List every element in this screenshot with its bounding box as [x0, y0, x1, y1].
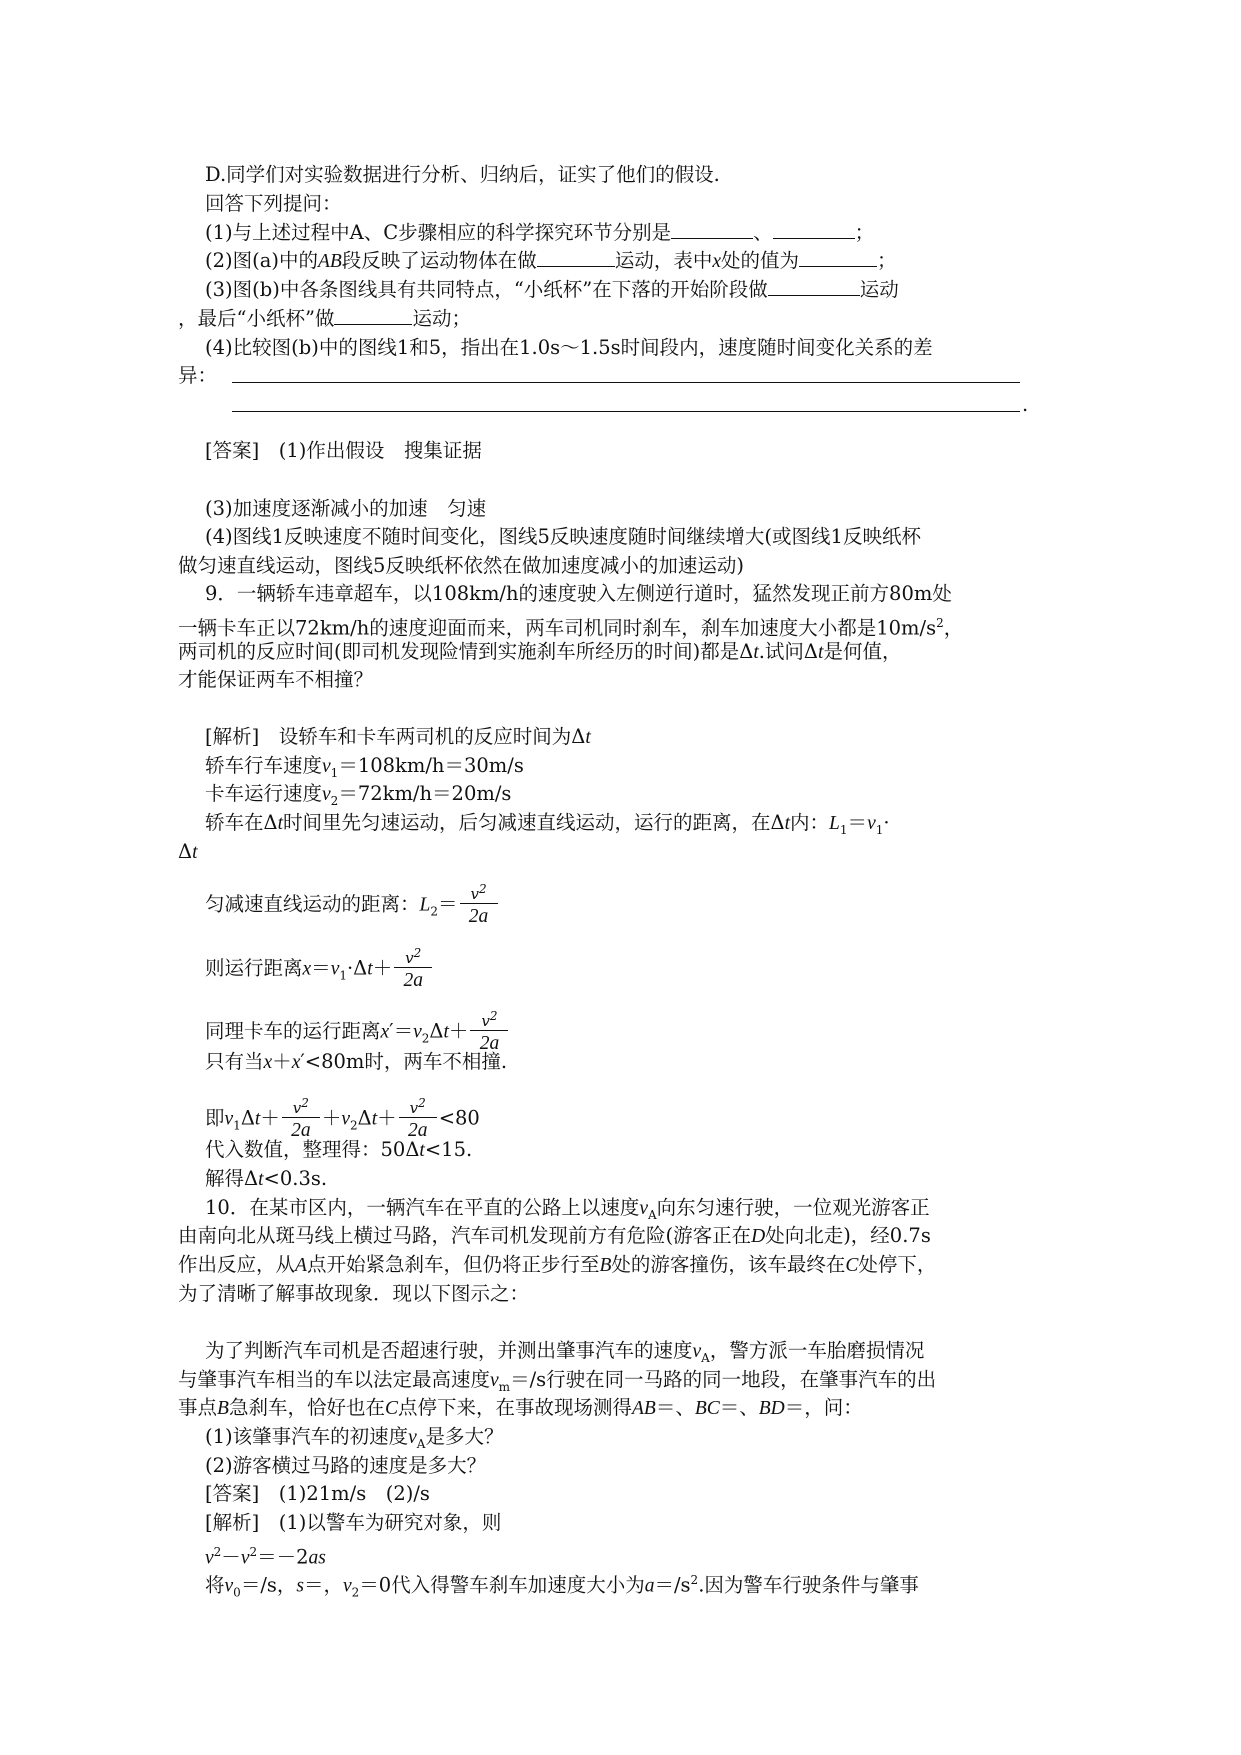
sub-question-2: (2)图(a)中的AB段反映了运动物体在做 运动，表中x处的值为 ；	[205, 246, 897, 277]
solution-11: 解得Δt<0.3s.	[205, 1167, 328, 1190]
answer-4-cont: 做匀速直线运动，图线5反映纸杯依然在做加速度减小的加速运动)	[178, 554, 745, 577]
answer-blank	[773, 218, 855, 239]
fraction: $\frac{v^2}{2a}$	[460, 880, 498, 930]
sub-question-3-cont: ，最后“小纸杯”做 运动；	[178, 304, 471, 334]
solution-5: 匀减速直线运动的距离：$L_2=$ $\frac{v^2}{2a}$	[205, 880, 500, 930]
q9-line-2: 一辆卡车正以72km/h的速度迎面而来，两车司机同时刹车，刹车加速度大小都是$10m/s^2$，	[178, 616, 964, 640]
q10-para-2: 为了判断汽车司机是否超速行驶，并测出肇事汽车的速度$v_A$，警方派一车胎磨损情况	[205, 1339, 925, 1365]
answer-blank	[768, 275, 860, 296]
q10-sub-2: (2)游客横过马路的速度是多大？	[205, 1454, 487, 1477]
q9-line-1: 9．一辆轿车违章超车，以108km/h的速度驶入左侧逆行道时，猛然发现正前方80m处	[205, 582, 952, 605]
fraction: $\frac{v^2}{2a}$	[282, 1094, 320, 1144]
q9-line-4: 才能保证两车不相撞？	[178, 668, 374, 691]
q10-sub-1: (1)该肇事汽车的初速度$v_A$是多大？	[205, 1425, 504, 1451]
q10-solution-2: $v^2-v^2=-2as$	[205, 1545, 326, 1569]
q10-answer: [答案] (1)21m/s (2)/s	[205, 1482, 430, 1505]
sub-question-1: (1)与上述过程中A、C步骤相应的科学探究环节分别是 、 ；	[205, 218, 874, 248]
answer-blank	[334, 304, 412, 325]
rule-end-period: .	[1022, 393, 1029, 416]
fraction: $\frac{v^2}{2a}$	[399, 1094, 437, 1144]
q10-solution-1: [解析] (1)以警车为研究对象，则	[205, 1511, 502, 1534]
solution-8: 只有当x＋x′<80m时，两车不相撞.	[205, 1050, 508, 1073]
sub-question-4: (4)比较图(b)中的图线1和5，指出在1.0s～1.5s时间段内，速度随时间变化关系的差	[205, 336, 933, 359]
solution-4: 轿车在Δt时间里先匀速运动，后匀减速直线运动，运行的距离，在Δt内：$L_1=v_1\cdot$	[205, 811, 890, 837]
q10-line-3: 作出反应，从A点开始紧急刹车，但仍将正步行至B处的游客撞伤，该车最终在C处停下，	[178, 1253, 937, 1276]
sub-question-3: (3)图(b)中各条图线具有共同特点，“小纸杯”在下落的开始阶段做 运动	[205, 275, 899, 305]
solution-4-cont: Δt	[178, 840, 198, 863]
solution-2: 轿车行车速度$v_1=108km/h=30m/s$	[205, 754, 524, 780]
answer-blank	[671, 218, 753, 239]
solution-9: 即$v_1\Delta t+$ $\frac{v^2}{2a}$ $+v_2\Delta t+$ $\frac{v^2}{2a}$ <80	[205, 1094, 480, 1144]
answer-blank	[537, 246, 615, 267]
solution-1: [解析] 设轿车和卡车两司机的反应时间为Δt	[205, 725, 591, 748]
q10-para-4: 事点B急刹车，恰好也在C点停下来，在事故现场测得AB＝、BC＝、BD＝，问：	[178, 1396, 863, 1419]
answer-3: (3)加速度逐渐减小的加速 匀速	[205, 497, 487, 520]
sub-question-4-cont: 异：	[178, 364, 218, 387]
solution-6: 则运行距离$x=v_1\cdot\Delta t+$ $\frac{v^2}{2a}$	[205, 944, 434, 994]
prompt-text: 回答下列提问：	[205, 192, 342, 215]
q10-line-4: 为了清晰了解事故现象．现以下图示之：	[178, 1282, 530, 1305]
answer-4: (4)图线1反映速度不随时间变化，图线5反映速度随时间继续增大(或图线1反映纸杯	[205, 525, 921, 548]
q10-para-3: 与肇事汽车相当的车以法定最高速度$v_m=/s$行驶在同一马路的同一地段，在肇事汽车的出	[178, 1368, 937, 1394]
answer-rule	[232, 411, 1020, 412]
step-d-text: D.同学们对实验数据进行分析、归纳后，证实了他们的假设.	[205, 163, 720, 186]
solution-10: 代入数值，整理得：50Δt<15.	[205, 1138, 473, 1161]
q10-solution-3: 将$v_0=/s$，s＝，$v_2=0$代入得警车刹车加速度大小为$a=/s^2$.因为警车行驶条件与肇事	[205, 1573, 919, 1600]
fraction: $\frac{v^2}{2a}$	[470, 1007, 508, 1057]
answer-1: [答案] (1)作出假设 搜集证据	[205, 439, 482, 462]
solution-3: 卡车运行速度$v_2=72km/h=20m/s$	[205, 782, 512, 808]
answer-blank	[799, 246, 877, 267]
q9-line-3: 两司机的反应时间(即司机发现险情到实施刹车所经历的时间)都是Δt.试问Δt是何值，	[178, 640, 902, 663]
fraction: $\frac{v^2}{2a}$	[394, 944, 432, 994]
solution-7: 同理卡车的运行距离$x'=v_2\Delta t+$ $\frac{v^2}{2a}$	[205, 1007, 510, 1057]
q10-line-1: 10．在某市区内，一辆汽车在平直的公路上以速度$v_A$向东匀速行驶，一位观光游客正	[205, 1196, 930, 1222]
q10-line-2: 由南向北从斑马线上横过马路，汽车司机发现前方有危险(游客正在D处向北走)，经0.7s	[178, 1224, 931, 1247]
answer-rule	[232, 382, 1020, 383]
